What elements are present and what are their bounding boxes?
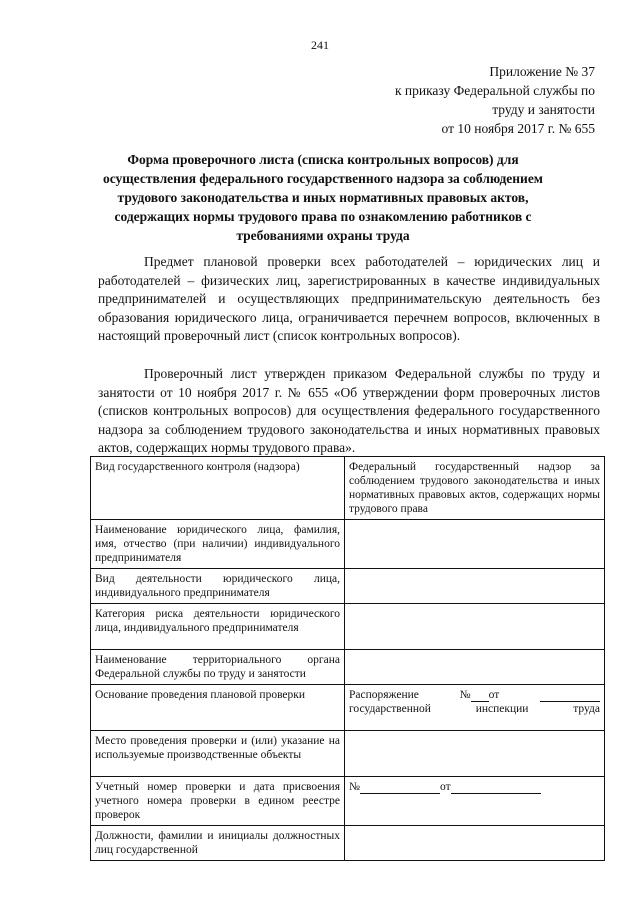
appendix-line-4: от 10 ноября 2017 г. № 655 xyxy=(441,121,595,136)
order-label: Распоряжение xyxy=(349,689,419,701)
inspection-name: государственной инспекции труда xyxy=(349,703,600,715)
table-row xyxy=(91,826,605,861)
table-row xyxy=(91,569,605,604)
table-row xyxy=(91,604,605,650)
date-blank[interactable] xyxy=(451,793,541,794)
table-row xyxy=(91,731,605,777)
row-label: Категория риска деятельности юридического лица, индивидуального предпринимателя xyxy=(91,604,345,650)
table-row xyxy=(91,777,605,826)
row-value-field[interactable] xyxy=(345,604,605,650)
number-sign: № xyxy=(349,781,360,793)
row-label: Должности, фамилии и инициалы должностных лиц государственной xyxy=(91,826,345,861)
row-value: Федеральный государственный надзор за соблюдением трудового законодательства и иных нормативных правовых актов, содержащих нормы трудового права xyxy=(345,457,605,520)
page-number: 241 xyxy=(311,38,329,52)
row-value-field[interactable] xyxy=(345,826,605,861)
row-value-field[interactable] xyxy=(345,685,605,731)
appendix-line-1: Приложение № 37 xyxy=(489,64,595,79)
inspection-table xyxy=(90,456,605,861)
row-label: Вид государственного контроля (надзора) xyxy=(91,457,345,520)
row-value-field[interactable] xyxy=(345,777,605,826)
row-label: Основание проведения плановой проверки xyxy=(91,685,345,731)
table-row xyxy=(91,457,605,520)
row-label: Наименование юридического лица, фамилия, имя, отчество (при наличии) индивидуального предпринимателя xyxy=(91,520,345,569)
row-label: Место проведения проверки и (или) указание на используемые производственные объекты xyxy=(91,731,345,777)
row-label: Учетный номер проверки и дата присвоения учетного номера проверки в едином реестре проверок xyxy=(91,777,345,826)
date-blank[interactable] xyxy=(540,688,600,702)
row-value-field[interactable] xyxy=(345,731,605,777)
table-row xyxy=(91,520,605,569)
date-label: от xyxy=(488,689,500,701)
appendix-header xyxy=(395,62,595,138)
number-sign: № xyxy=(459,689,471,701)
table-row xyxy=(91,685,605,731)
table-row xyxy=(91,650,605,685)
row-value-field[interactable] xyxy=(345,520,605,569)
row-value-field[interactable] xyxy=(345,569,605,604)
appendix-line-2: к приказу Федеральной службы по xyxy=(394,83,595,98)
appendix-line-3: труду и занятости xyxy=(492,102,595,117)
row-value-field[interactable] xyxy=(345,650,605,685)
form-title: Форма проверочного листа (списка контрольных вопросов) для осуществления федерального государственного надзора за соблюдением трудового законодательства и иных нормативных правовых актов, содержащих нормы трудового права по ознакомлению работников с требованиями охраны труда xyxy=(102,152,544,243)
paragraph-subject: Предмет плановой проверки всех работодателей – юридических лиц и работодателей – физических лиц, зарегистрированных в качестве индивидуальных предпринимателей и осуществляющих предпринимательскую деятельность без образования юридического лица, ограничивается перечнем вопросов, включенных в настоящий проверочный лист (список контрольных вопросов). xyxy=(98,254,600,343)
date-label: от xyxy=(439,781,451,793)
row-label: Вид деятельности юридического лица, индивидуального предпринимателя xyxy=(91,569,345,604)
row-label: Наименование территориального органа Федеральной службы по труду и занятости xyxy=(91,650,345,685)
paragraph-approval: Проверочный лист утвержден приказом Федеральной службы по труду и занятости от 10 ноября 2017 г. № 655 «Об утверждении форм проверочных листов (списков контрольных вопросов) для осуществления федерального государственного надзора за соблюдением трудового законодательства и иных нормативных правовых актов, содержащих нормы трудового права». xyxy=(98,366,600,455)
number-blank[interactable] xyxy=(360,793,440,794)
